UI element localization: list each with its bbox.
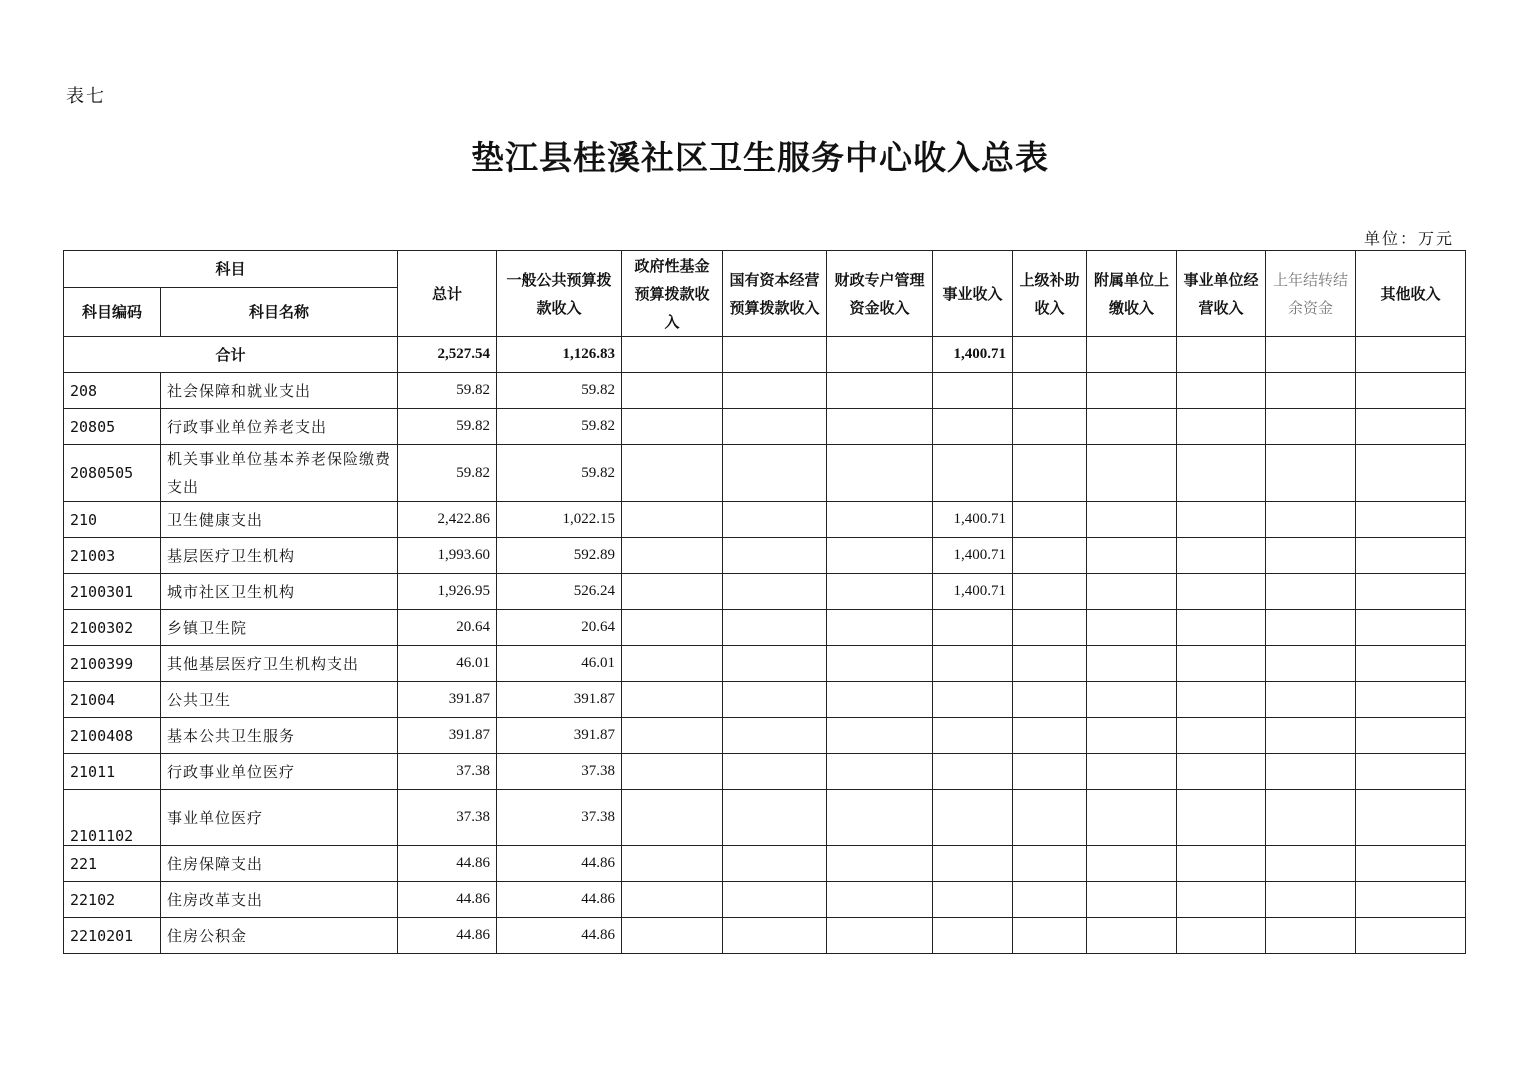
row-general-budget: 44.86 (497, 882, 622, 918)
table-row (64, 682, 1466, 718)
row-code: 2210201 (64, 918, 161, 954)
table-label: 表七 (66, 86, 106, 107)
empty-cell (1266, 445, 1356, 502)
row-business-income (933, 682, 1013, 718)
empty-cell (1087, 682, 1177, 718)
total-business-income: 1,400.71 (933, 337, 1013, 373)
row-total: 20.64 (398, 610, 497, 646)
total-label: 合计 (64, 337, 398, 373)
empty-cell (723, 918, 827, 954)
header-special-mgmt: 财政专户管理资金收入 (827, 251, 933, 337)
empty-cell (1266, 538, 1356, 574)
empty-cell (622, 574, 723, 610)
empty-cell (622, 610, 723, 646)
row-code: 2100301 (64, 574, 161, 610)
empty-cell (1087, 373, 1177, 409)
empty-cell (1356, 409, 1466, 445)
row-general-budget: 526.24 (497, 574, 622, 610)
empty-cell (1013, 918, 1087, 954)
empty-cell (622, 754, 723, 790)
empty-cell (1266, 373, 1356, 409)
empty-cell (1266, 918, 1356, 954)
row-code: 2100302 (64, 610, 161, 646)
row-code: 22102 (64, 882, 161, 918)
empty-cell (723, 574, 827, 610)
row-business-income (933, 646, 1013, 682)
empty-cell (1266, 646, 1356, 682)
header-business-income: 事业收入 (933, 251, 1013, 337)
empty-cell (622, 538, 723, 574)
header-other-income: 其他收入 (1356, 251, 1466, 337)
empty-cell (1356, 502, 1466, 538)
empty-cell (723, 538, 827, 574)
page-title: 垫江县桂溪社区卫生服务中心收入总表 (471, 138, 1049, 177)
empty-cell (1087, 846, 1177, 882)
unit-label: 单位：万元 (1363, 229, 1454, 248)
row-general-budget: 46.01 (497, 646, 622, 682)
row-general-budget: 59.82 (497, 409, 622, 445)
row-name: 卫生健康支出 (161, 502, 398, 538)
empty-cell (1013, 754, 1087, 790)
row-general-budget: 59.82 (497, 373, 622, 409)
empty-cell (827, 538, 933, 574)
empty-cell (1177, 918, 1266, 954)
row-total: 391.87 (398, 682, 497, 718)
empty-cell (1177, 538, 1266, 574)
empty-cell (723, 646, 827, 682)
empty-cell (1013, 445, 1087, 502)
total-general-budget: 1,126.83 (497, 337, 622, 373)
table-row (64, 610, 1466, 646)
table-row (64, 718, 1466, 754)
row-business-income: 1,400.71 (933, 502, 1013, 538)
row-business-income (933, 445, 1013, 502)
empty-cell (1013, 682, 1087, 718)
row-general-budget: 592.89 (497, 538, 622, 574)
empty-cell (1013, 646, 1087, 682)
table-row (64, 882, 1466, 918)
row-code: 208 (64, 373, 161, 409)
row-name: 住房改革支出 (161, 882, 398, 918)
income-summary-table (63, 250, 1466, 954)
header-name: 科目名称 (161, 288, 398, 337)
row-total: 1,926.95 (398, 574, 497, 610)
empty-cell (723, 718, 827, 754)
empty-cell (1177, 846, 1266, 882)
empty-cell (827, 502, 933, 538)
row-code: 20805 (64, 409, 161, 445)
table-row (64, 790, 1466, 846)
empty-cell (1087, 502, 1177, 538)
row-code: 21004 (64, 682, 161, 718)
row-business-income (933, 373, 1013, 409)
empty-cell (723, 790, 827, 846)
header-code: 科目编码 (64, 288, 161, 337)
empty-cell (622, 846, 723, 882)
row-general-budget: 391.87 (497, 718, 622, 754)
row-name: 公共卫生 (161, 682, 398, 718)
empty-cell (827, 646, 933, 682)
header-subject: 科目 (64, 251, 398, 288)
empty-cell (1177, 409, 1266, 445)
empty-cell (622, 882, 723, 918)
empty-cell (1087, 718, 1177, 754)
row-name: 其他基层医疗卫生机构支出 (161, 646, 398, 682)
empty-cell (1177, 502, 1266, 538)
empty-cell (723, 882, 827, 918)
empty-cell (1013, 610, 1087, 646)
empty-cell (827, 918, 933, 954)
empty-cell (1177, 682, 1266, 718)
row-code: 221 (64, 846, 161, 882)
total-total: 2,527.54 (398, 337, 497, 373)
table-row (64, 646, 1466, 682)
empty-cell (1266, 846, 1356, 882)
row-total: 46.01 (398, 646, 497, 682)
empty-cell (1013, 718, 1087, 754)
empty-cell (1087, 754, 1177, 790)
row-code: 2080505 (64, 445, 161, 502)
header-state-capital: 国有资本经营预算拨款收入 (723, 251, 827, 337)
row-business-income (933, 754, 1013, 790)
row-general-budget: 44.86 (497, 918, 622, 954)
row-name: 基层医疗卫生机构 (161, 538, 398, 574)
empty-cell (1356, 682, 1466, 718)
empty-cell (1177, 445, 1266, 502)
empty-cell (622, 646, 723, 682)
empty-cell (827, 882, 933, 918)
table-row (64, 445, 1466, 502)
empty-cell (1177, 882, 1266, 918)
row-name: 基本公共卫生服务 (161, 718, 398, 754)
empty-cell (622, 918, 723, 954)
header-general-budget: 一般公共预算拨款收入 (497, 251, 622, 337)
empty-cell (1177, 754, 1266, 790)
row-name: 机关事业单位基本养老保险缴费支出 (161, 445, 398, 502)
empty-cell (1356, 646, 1466, 682)
row-total: 44.86 (398, 918, 497, 954)
row-code: 210 (64, 502, 161, 538)
empty-cell (1356, 790, 1466, 846)
empty-cell (622, 409, 723, 445)
empty-cell (827, 610, 933, 646)
table-row (64, 373, 1466, 409)
total-row (64, 337, 1466, 373)
row-business-income: 1,400.71 (933, 538, 1013, 574)
row-name: 行政事业单位养老支出 (161, 409, 398, 445)
row-business-income (933, 790, 1013, 846)
row-total: 59.82 (398, 409, 497, 445)
table-row (64, 409, 1466, 445)
row-business-income (933, 409, 1013, 445)
row-general-budget: 391.87 (497, 682, 622, 718)
empty-cell (827, 790, 933, 846)
empty-cell (622, 682, 723, 718)
empty-cell (1177, 790, 1266, 846)
row-total: 59.82 (398, 445, 497, 502)
row-name: 城市社区卫生机构 (161, 574, 398, 610)
empty-cell (1266, 682, 1356, 718)
row-general-budget: 37.38 (497, 790, 622, 846)
row-name: 乡镇卫生院 (161, 610, 398, 646)
empty-cell (1266, 610, 1356, 646)
empty-cell (1356, 538, 1466, 574)
empty-cell (1087, 882, 1177, 918)
empty-cell (1087, 574, 1177, 610)
row-code: 21011 (64, 754, 161, 790)
row-code: 2100399 (64, 646, 161, 682)
row-business-income (933, 918, 1013, 954)
empty-cell (1013, 790, 1087, 846)
empty-cell (1356, 574, 1466, 610)
row-general-budget: 20.64 (497, 610, 622, 646)
empty-cell (1266, 790, 1356, 846)
row-business-income (933, 882, 1013, 918)
empty-cell (1177, 574, 1266, 610)
header-superior-subsidy: 上级补助收入 (1013, 251, 1087, 337)
empty-cell (1266, 718, 1356, 754)
row-general-budget: 1,022.15 (497, 502, 622, 538)
row-name: 住房保障支出 (161, 846, 398, 882)
empty-cell (1356, 846, 1466, 882)
empty-cell (1013, 538, 1087, 574)
empty-cell (1013, 409, 1087, 445)
empty-cell (1013, 574, 1087, 610)
empty-cell (1356, 445, 1466, 502)
row-general-budget: 44.86 (497, 846, 622, 882)
row-code: 21003 (64, 538, 161, 574)
empty-cell (1177, 610, 1266, 646)
row-name: 社会保障和就业支出 (161, 373, 398, 409)
row-general-budget: 37.38 (497, 754, 622, 790)
row-total: 37.38 (398, 790, 497, 846)
row-business-income (933, 846, 1013, 882)
empty-cell (723, 610, 827, 646)
row-business-income (933, 718, 1013, 754)
row-total: 37.38 (398, 754, 497, 790)
header-total: 总计 (398, 251, 497, 337)
empty-cell (1087, 790, 1177, 846)
row-code: 2100408 (64, 718, 161, 754)
empty-cell (1266, 882, 1356, 918)
empty-cell (827, 445, 933, 502)
row-total: 391.87 (398, 718, 497, 754)
empty-cell (827, 718, 933, 754)
empty-cell (1087, 445, 1177, 502)
empty-cell (1013, 882, 1087, 918)
empty-cell (622, 718, 723, 754)
empty-cell (1356, 373, 1466, 409)
table-row (64, 754, 1466, 790)
empty-cell (827, 409, 933, 445)
table-row (64, 918, 1466, 954)
empty-cell (1087, 610, 1177, 646)
empty-cell (827, 574, 933, 610)
empty-cell (1087, 409, 1177, 445)
row-total: 44.86 (398, 846, 497, 882)
empty-cell (1356, 882, 1466, 918)
row-business-income (933, 610, 1013, 646)
table-row (64, 574, 1466, 610)
row-business-income: 1,400.71 (933, 574, 1013, 610)
empty-cell (1266, 754, 1356, 790)
empty-cell (723, 682, 827, 718)
empty-cell (1356, 610, 1466, 646)
row-name: 行政事业单位医疗 (161, 754, 398, 790)
empty-cell (827, 846, 933, 882)
empty-cell (723, 846, 827, 882)
empty-cell (1013, 846, 1087, 882)
empty-cell (723, 754, 827, 790)
row-code: 2101102 (64, 790, 161, 846)
empty-cell (1266, 502, 1356, 538)
empty-cell (723, 409, 827, 445)
empty-cell (1177, 373, 1266, 409)
header-gov-fund: 政府性基金预算拨款收入 (622, 251, 723, 337)
empty-cell (1087, 646, 1177, 682)
empty-cell (622, 790, 723, 846)
empty-cell (1266, 574, 1356, 610)
empty-cell (622, 502, 723, 538)
empty-cell (723, 445, 827, 502)
empty-cell (622, 445, 723, 502)
header-affiliate-income: 附属单位上缴收入 (1087, 251, 1177, 337)
header-operating-income: 事业单位经营收入 (1177, 251, 1266, 337)
empty-cell (723, 373, 827, 409)
empty-cell (1013, 373, 1087, 409)
empty-cell (1087, 918, 1177, 954)
empty-cell (1177, 718, 1266, 754)
row-name: 住房公积金 (161, 918, 398, 954)
table-row (64, 538, 1466, 574)
row-total: 1,993.60 (398, 538, 497, 574)
row-total: 59.82 (398, 373, 497, 409)
empty-cell (1356, 918, 1466, 954)
empty-cell (1177, 646, 1266, 682)
row-total: 2,422.86 (398, 502, 497, 538)
empty-cell (723, 502, 827, 538)
row-name: 事业单位医疗 (161, 790, 398, 846)
empty-cell (1356, 718, 1466, 754)
empty-cell (1356, 754, 1466, 790)
header-carryover: 上年结转结余资金 (1266, 251, 1356, 337)
empty-cell (827, 373, 933, 409)
empty-cell (1013, 502, 1087, 538)
row-general-budget: 59.82 (497, 445, 622, 502)
table-row (64, 502, 1466, 538)
empty-cell (1087, 538, 1177, 574)
empty-cell (827, 682, 933, 718)
empty-cell (622, 373, 723, 409)
table-row (64, 846, 1466, 882)
empty-cell (827, 754, 933, 790)
empty-cell (1266, 409, 1356, 445)
row-total: 44.86 (398, 882, 497, 918)
